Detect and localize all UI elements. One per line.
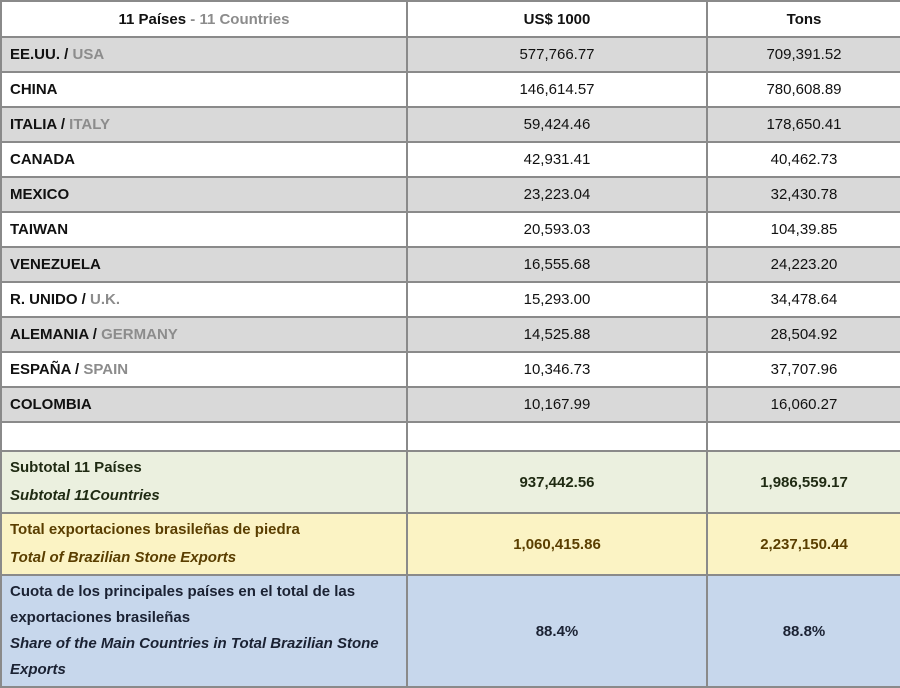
country-name-es: ESPAÑA (10, 361, 71, 378)
country-cell (1, 212, 407, 247)
country-sep: / (60, 46, 73, 63)
country-cell (1, 107, 407, 142)
usd-cell: 42,931.41 (407, 142, 707, 177)
table-row (1, 317, 900, 352)
country-cell (1, 142, 407, 177)
country-name-es: COLOMBIA (10, 396, 92, 413)
country-cell (1, 37, 407, 72)
country-sep: / (70, 361, 84, 378)
header-countries-en: 11 Countries (199, 10, 290, 28)
country-cell (1, 352, 407, 387)
table-row (1, 212, 900, 247)
total-label-en: Total of Brazilian Stone Exports (10, 549, 237, 566)
table-row (1, 247, 900, 282)
tons-cell: 40,462.73 (707, 142, 900, 177)
tons-cell: 34,478.64 (707, 282, 900, 317)
share-row (1, 575, 900, 687)
usd-cell: 10,167.99 (407, 387, 707, 422)
subtotal-row (1, 451, 900, 513)
total-label-es: Total exportaciones brasileñas de piedra (10, 521, 300, 538)
country-sep: / (56, 116, 70, 133)
usd-cell: 20,593.03 (407, 212, 707, 247)
country-name-es: ITALIA (10, 116, 57, 133)
table-row (1, 352, 900, 387)
table-row (1, 72, 900, 107)
header-tons: Tons (707, 1, 900, 37)
subtotal-label (1, 451, 407, 513)
country-cell (1, 177, 407, 212)
country-name-en: USA (72, 46, 105, 63)
country-name-en: U.K. (90, 291, 121, 308)
tons-cell: 32,430.78 (707, 177, 900, 212)
tons-cell: 28,504.92 (707, 317, 900, 352)
blank-row (1, 422, 900, 451)
country-cell (1, 387, 407, 422)
table-row (1, 142, 900, 177)
country-name-es: CHINA (10, 81, 58, 98)
country-name-es: R. UNIDO (10, 291, 78, 308)
table-row (1, 282, 900, 317)
tons-cell: 104,39.85 (707, 212, 900, 247)
subtotal-tons: 1,986,559.17 (707, 451, 900, 513)
tons-cell: 709,391.52 (707, 37, 900, 72)
country-name-en: GERMANY (101, 326, 178, 343)
header-countries (1, 1, 407, 37)
blank-cell (707, 422, 900, 451)
total-label (1, 513, 407, 575)
usd-cell: 23,223.04 (407, 177, 707, 212)
tons-cell: 780,608.89 (707, 72, 900, 107)
usd-cell: 14,525.88 (407, 317, 707, 352)
table-row (1, 37, 900, 72)
table-row (1, 177, 900, 212)
country-cell (1, 282, 407, 317)
usd-cell: 59,424.46 (407, 107, 707, 142)
header-countries-es: 11 Países (118, 10, 187, 28)
usd-cell: 577,766.77 (407, 37, 707, 72)
country-name-en: SPAIN (83, 361, 129, 378)
country-cell (1, 72, 407, 107)
country-sep: / (88, 326, 102, 343)
usd-cell: 15,293.00 (407, 282, 707, 317)
country-name-es: TAIWAN (10, 221, 69, 238)
header-usd: US$ 1000 (407, 1, 707, 37)
country-sep: / (77, 291, 91, 308)
share-label-es: Cuota de los principales países en el total de las exportaciones brasileñas (10, 583, 356, 626)
tons-cell: 178,650.41 (707, 107, 900, 142)
share-label-en: Share of the Main Countries in Total Brazilian Stone Exports (10, 635, 379, 678)
share-usd: 88.4% (407, 575, 707, 687)
tons-cell: 37,707.96 (707, 352, 900, 387)
usd-cell: 16,555.68 (407, 247, 707, 282)
table-row (1, 107, 900, 142)
country-name-es: MEXICO (10, 186, 70, 203)
tons-cell: 24,223.20 (707, 247, 900, 282)
subtotal-label-es: Subtotal 11 Países (10, 459, 142, 476)
header-countries-sep: - (186, 10, 200, 28)
country-name-es: EE.UU. (10, 46, 61, 63)
country-name-en: ITALY (69, 116, 111, 133)
share-label (1, 575, 407, 687)
country-name-es: CANADA (10, 151, 75, 168)
total-row (1, 513, 900, 575)
subtotal-label-en: Subtotal 11Countries (10, 487, 160, 504)
usd-cell: 10,346.73 (407, 352, 707, 387)
subtotal-usd: 937,442.56 (407, 451, 707, 513)
total-usd: 1,060,415.86 (407, 513, 707, 575)
blank-cell (407, 422, 707, 451)
table-row (1, 387, 900, 422)
country-name-es: VENEZUELA (10, 256, 101, 273)
blank-cell (1, 422, 407, 451)
header-row (1, 1, 900, 37)
country-cell (1, 317, 407, 352)
share-tons: 88.8% (707, 575, 900, 687)
tons-cell: 16,060.27 (707, 387, 900, 422)
country-cell (1, 247, 407, 282)
country-name-es: ALEMANIA (10, 326, 89, 343)
total-tons: 2,237,150.44 (707, 513, 900, 575)
usd-cell: 146,614.57 (407, 72, 707, 107)
